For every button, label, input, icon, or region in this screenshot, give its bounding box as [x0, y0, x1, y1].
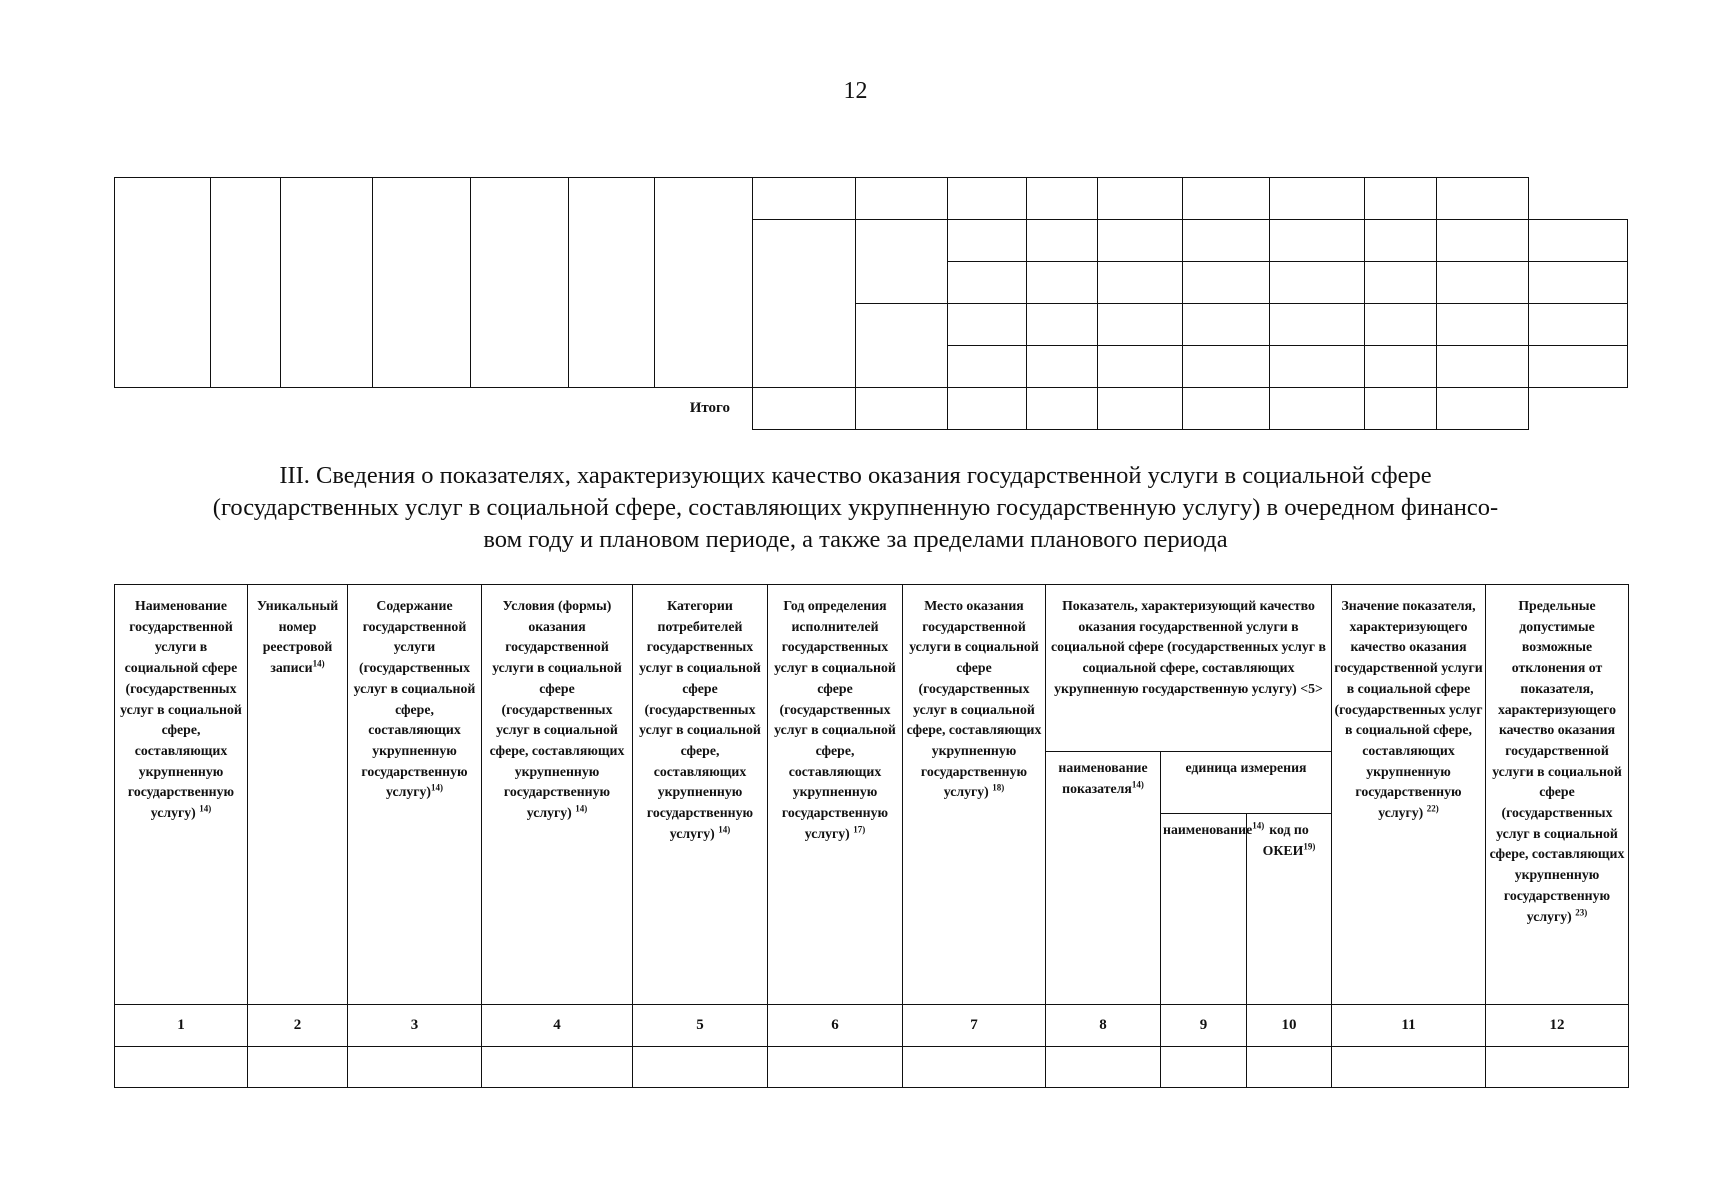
section-title-line: (государственных услуг в социальной сфере, составляющих укрупненную государственную услугу) в очередном финансо-	[212, 494, 1499, 521]
table-cell	[1437, 220, 1529, 262]
column-number: 8	[1046, 1005, 1161, 1047]
table-cell	[948, 262, 1027, 304]
table-cell	[948, 178, 1027, 220]
column-number: 11	[1332, 1005, 1486, 1047]
column-number-row	[115, 1005, 1629, 1047]
table-cell	[1365, 388, 1437, 430]
table-cell	[856, 178, 948, 220]
column-number: 10	[1247, 1005, 1332, 1047]
table-cell	[1183, 304, 1270, 346]
table-cell	[1183, 178, 1270, 220]
table-cell	[856, 304, 948, 388]
column-number: 2	[248, 1005, 348, 1047]
table-cell	[948, 388, 1027, 430]
header-row	[115, 585, 1629, 752]
total-label: Итого	[689, 400, 730, 417]
table-cell	[1486, 1047, 1629, 1088]
section-title-line: III. Сведения о показателях, характеризующих качество оказания государственной услуги в социальной сфере	[279, 462, 1432, 489]
table-cell	[1098, 178, 1183, 220]
table-cell	[1098, 304, 1183, 346]
column-number: 9	[1161, 1005, 1247, 1047]
table-cell	[1365, 262, 1437, 304]
table-cell	[1365, 220, 1437, 262]
table-cell	[1098, 346, 1183, 388]
table-cell	[115, 1047, 248, 1088]
column-number: 5	[633, 1005, 768, 1047]
table-cell	[1183, 262, 1270, 304]
table-cell	[1270, 178, 1365, 220]
table-cell	[856, 388, 948, 430]
table-cell	[1270, 388, 1365, 430]
header-allowed-deviation: Предельные допустимые возможные отклонения от показателя, характеризующего качество оказания государственной услуги в социальной сфере (государственных услуг в социальной сфере, составляющих укрупненную государственную услугу) $^{23)}$	[1486, 585, 1629, 1005]
table-cell	[1529, 304, 1628, 346]
table-cell	[1437, 262, 1529, 304]
table-cell	[482, 1047, 633, 1088]
quality-indicators-table	[114, 584, 1629, 1088]
column-number: 6	[768, 1005, 903, 1047]
table-cell	[856, 220, 948, 304]
column-number: 7	[903, 1005, 1046, 1047]
column-number: 4	[482, 1005, 633, 1047]
table-cell	[248, 1047, 348, 1088]
header-service-content: Содержание государственной услуги (государственных услуг в социальной сфере, составляющих укрупненную государственную услугу)$^{14)}$	[348, 585, 482, 1005]
table-cell	[1183, 220, 1270, 262]
table-cell	[1027, 262, 1098, 304]
table-cell	[1183, 346, 1270, 388]
header-quality-indicator-group: Показатель, характеризующий качество оказания государственной услуги в социальной сфере (государственных услуг в социальной сфере, составляющих укрупненную государственную услугу) <5>	[1046, 585, 1332, 752]
table-cell	[1161, 1047, 1247, 1088]
table-cell	[1529, 262, 1628, 304]
table-row	[115, 178, 1628, 220]
header-indicator-value: Значение показателя, характеризующего качество оказания государственной услуги в социальной сфере (государственных услуг в социальной сфере, составляющих укрупненную государственную услугу) $^{22)}$	[1332, 585, 1486, 1005]
table-cell	[948, 304, 1027, 346]
table-cell	[633, 1047, 768, 1088]
table-cell	[1270, 262, 1365, 304]
table-cell	[1027, 388, 1098, 430]
table-cell	[753, 220, 856, 388]
table-cell	[1247, 1047, 1332, 1088]
table-cell	[1098, 388, 1183, 430]
table-cell	[948, 220, 1027, 262]
header-service-name: Наименование государственной услуги в социальной сфере (государственных услуг в социальной сфере, составляющих укрупненную государственную услугу) $^{14)}$	[115, 585, 248, 1005]
table-cell	[348, 1047, 482, 1088]
table-cell	[1332, 1047, 1486, 1088]
table-cell	[281, 178, 373, 388]
page-number: 12	[843, 78, 868, 104]
section-title-line: вом году и плановом периоде, а также за пределами планового периода	[483, 526, 1228, 553]
header-indicator-name: наименование показателя$^{14)}$	[1046, 752, 1161, 1005]
table-cell	[768, 1047, 903, 1088]
table-cell	[1098, 262, 1183, 304]
column-number: 12	[1486, 1005, 1629, 1047]
table-row	[115, 1047, 1629, 1088]
table-cell	[1098, 220, 1183, 262]
table-cell	[1529, 220, 1628, 262]
section-title	[100, 460, 1611, 556]
table-cell	[1027, 178, 1098, 220]
column-number: 1	[115, 1005, 248, 1047]
table-cell	[211, 178, 281, 388]
table-cell	[1270, 346, 1365, 388]
column-number: 3	[348, 1005, 482, 1047]
header-unit-name: наименование$^{14)}$	[1161, 814, 1247, 1005]
table-cell	[753, 178, 856, 220]
table-cell	[1437, 178, 1529, 220]
header-unit-group: единица измерения	[1161, 752, 1332, 814]
table-cell	[903, 1047, 1046, 1088]
table-cell	[1270, 304, 1365, 346]
table-cell	[1365, 346, 1437, 388]
table-cell	[115, 178, 211, 388]
table-cell	[1365, 178, 1437, 220]
table-cell	[569, 178, 655, 388]
header-okei-code: код по ОКЕИ$^{19)}$	[1247, 814, 1332, 1005]
table-cell	[1270, 220, 1365, 262]
table-cell	[655, 178, 753, 388]
table-cell	[1046, 1047, 1161, 1088]
table-cell	[1437, 346, 1529, 388]
table-cell	[1027, 346, 1098, 388]
table-cell	[1027, 304, 1098, 346]
header-service-place: Место оказания государственной услуги в социальной сфере (государственных услуг в социальной сфере, составляющих укрупненную государственную услугу) $^{18)}$	[903, 585, 1046, 1005]
table-cell	[471, 178, 569, 388]
table-cell	[753, 388, 856, 430]
table-cell	[1529, 346, 1628, 388]
total-row	[115, 388, 1628, 430]
table-cell	[1183, 388, 1270, 430]
header-service-conditions: Условия (формы) оказания государственной услуги в социальной сфере (государственных услуг в социальной сфере, составляющих укрупненную государственную услугу) $^{14)}$	[482, 585, 633, 1005]
table-cell	[1365, 304, 1437, 346]
table-cell	[948, 346, 1027, 388]
table-cell	[373, 178, 471, 388]
header-registry-number: Уникальный номер реестровой записи$^{14)}$	[248, 585, 348, 1005]
header-consumer-categories: Категории потребителей государственных услуг в социальной сфере (государственных услуг в социальной сфере, составляющих укрупненную государственную услугу) $^{14)}$	[633, 585, 768, 1005]
header-provider-year: Год определения исполнителей государственных услуг в социальной сфере (государственных услуг в социальной сфере, составляющих укрупненную государственную услугу) $^{17)}$	[768, 585, 903, 1005]
table-cell	[1437, 304, 1529, 346]
table-cell	[1027, 220, 1098, 262]
volume-table	[114, 177, 1628, 430]
table-cell	[1437, 388, 1529, 430]
